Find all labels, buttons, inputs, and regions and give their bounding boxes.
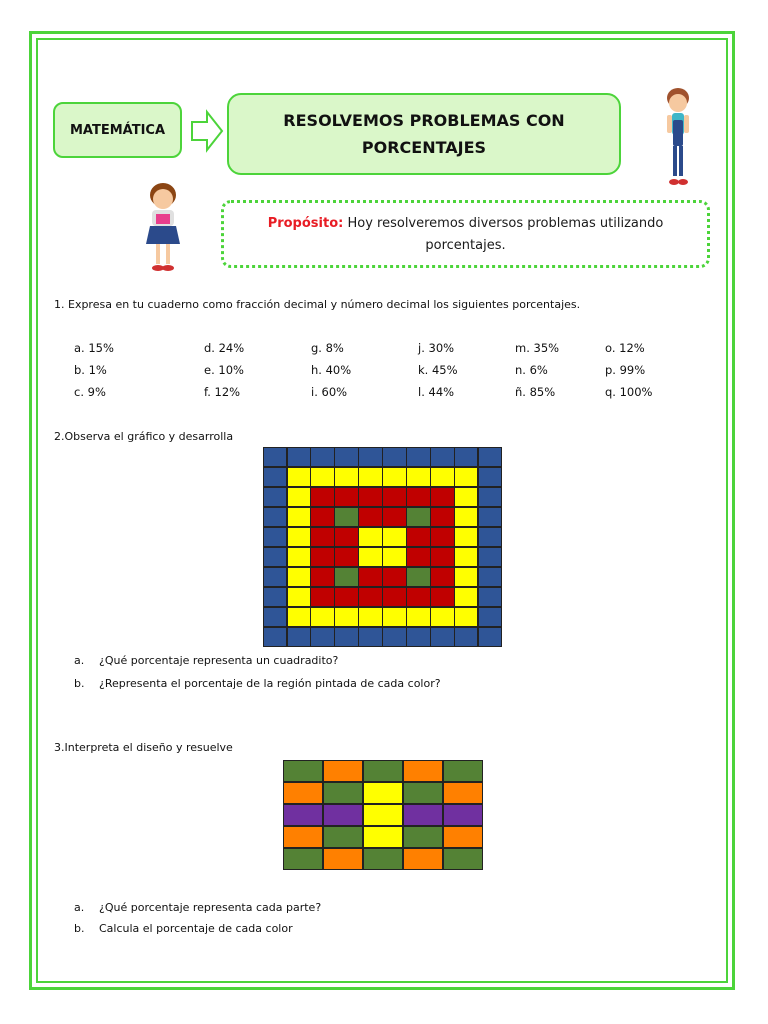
grid-cell	[444, 761, 483, 782]
grid-cell	[284, 827, 323, 848]
grid-cell	[444, 849, 483, 870]
grid-cell	[479, 448, 502, 467]
grid-cell	[455, 628, 478, 647]
grid-cell	[324, 827, 363, 848]
grid-cell	[479, 528, 502, 547]
pct-item: n. 6%	[515, 363, 548, 377]
grid-cell	[383, 548, 406, 567]
pct-item: q. 100%	[605, 385, 653, 399]
grid-cell	[407, 488, 430, 507]
grid-cell	[288, 508, 311, 527]
sub-a-text: ¿Qué porcentaje representa cada parte?	[99, 901, 322, 914]
grid-cell	[407, 588, 430, 607]
grid-cell	[479, 468, 502, 487]
sub-a-label: a.	[74, 901, 85, 914]
grid-cell	[431, 468, 454, 487]
grid-cell	[364, 761, 403, 782]
grid-cell	[264, 548, 287, 567]
grid-cell	[335, 588, 358, 607]
grid-cell	[404, 783, 443, 804]
grid-cell	[311, 588, 334, 607]
grid-cell	[311, 608, 334, 627]
pct-item: e. 10%	[204, 363, 244, 377]
pct-item: g. 8%	[311, 341, 344, 355]
grid-cell	[383, 628, 406, 647]
grid-cell	[404, 805, 443, 826]
grid-cell	[404, 849, 443, 870]
grid-cell	[284, 805, 323, 826]
boy-illustration	[656, 86, 700, 190]
pct-item: d. 24%	[204, 341, 245, 355]
grid-cell	[264, 528, 287, 547]
grid-cell	[444, 827, 483, 848]
grid-cell	[359, 488, 382, 507]
grid-cell	[335, 488, 358, 507]
grid-cell	[455, 548, 478, 567]
grid-cell	[455, 568, 478, 587]
grid-cell	[479, 628, 502, 647]
grid-cell	[288, 608, 311, 627]
pct-item: p. 99%	[605, 363, 646, 377]
sub-b-label: b.	[74, 922, 85, 935]
grid-cell	[455, 588, 478, 607]
question-2-sub-a	[74, 654, 338, 667]
grid-cell	[284, 761, 323, 782]
grid-cell	[455, 468, 478, 487]
grid-cell	[311, 628, 334, 647]
grid-cell	[311, 508, 334, 527]
grid-cell	[479, 568, 502, 587]
grid-cell	[335, 468, 358, 487]
grid-cell	[264, 628, 287, 647]
grid-cell	[444, 805, 483, 826]
grid-cell	[431, 608, 454, 627]
grid-cell	[383, 528, 406, 547]
sub-a-text: ¿Qué porcentaje representa un cuadradito?	[99, 654, 339, 667]
grid-cell	[288, 568, 311, 587]
grid-cell	[444, 783, 483, 804]
question-2-prompt: 2.Observa el gráfico y desarrolla	[54, 430, 234, 443]
question-2-sub-b	[74, 677, 441, 690]
grid-cell	[284, 783, 323, 804]
grid-cell	[264, 468, 287, 487]
grid-cell	[407, 468, 430, 487]
grid-cell	[359, 448, 382, 467]
grid-cell	[288, 548, 311, 567]
grid-cell	[404, 827, 443, 848]
grid-cell	[288, 588, 311, 607]
grid-cell	[431, 548, 454, 567]
grid-cell	[264, 568, 287, 587]
grid-cell	[335, 548, 358, 567]
grid-cell	[324, 761, 363, 782]
grid-cell	[335, 608, 358, 627]
pct-item: m. 35%	[515, 341, 560, 355]
question-3-prompt: 3.Interpreta el diseño y resuelve	[54, 741, 233, 754]
purpose-text-line-2: porcentajes.	[425, 238, 506, 253]
girl-illustration	[138, 180, 188, 276]
subject-label: MATEMÁTICA	[53, 102, 182, 158]
arrow-right-icon	[190, 109, 224, 153]
grid-cell	[383, 568, 406, 587]
grid-cell	[431, 568, 454, 587]
grid-cell	[479, 608, 502, 627]
grid-cell	[324, 805, 363, 826]
pct-item: i. 60%	[311, 385, 348, 399]
pct-item: b. 1%	[74, 363, 107, 377]
question-1-prompt: 1. Expresa en tu cuaderno como fracción decimal y número decimal los siguientes porcentajes.	[54, 298, 581, 311]
grid-cell	[431, 508, 454, 527]
color-grid-square	[263, 447, 502, 647]
grid-cell	[407, 628, 430, 647]
pct-item: o. 12%	[605, 341, 645, 355]
grid-cell	[288, 488, 311, 507]
grid-cell	[284, 849, 323, 870]
grid-cell	[324, 849, 363, 870]
color-grid-design	[283, 760, 483, 870]
grid-cell	[264, 448, 287, 467]
grid-cell	[335, 628, 358, 647]
grid-cell	[359, 528, 382, 547]
grid-cell	[455, 608, 478, 627]
grid-cell	[455, 488, 478, 507]
grid-cell	[264, 588, 287, 607]
grid-cell	[407, 548, 430, 567]
purpose-box	[221, 200, 710, 268]
grid-cell	[264, 608, 287, 627]
grid-cell	[383, 608, 406, 627]
grid-cell	[359, 608, 382, 627]
grid-cell	[311, 488, 334, 507]
grid-cell	[407, 448, 430, 467]
grid-cell	[359, 568, 382, 587]
grid-cell	[311, 548, 334, 567]
grid-cell	[383, 488, 406, 507]
purpose-text-line-1: Hoy resolveremos diversos problemas utilizando	[347, 216, 664, 231]
grid-cell	[455, 528, 478, 547]
grid-cell	[455, 448, 478, 467]
grid-cell	[383, 588, 406, 607]
grid-cell	[455, 508, 478, 527]
grid-cell	[479, 588, 502, 607]
grid-cell	[383, 468, 406, 487]
pct-item: k. 45%	[418, 363, 458, 377]
grid-cell	[311, 448, 334, 467]
sub-b-text: Calcula el porcentaje de cada color	[99, 922, 293, 935]
grid-cell	[383, 508, 406, 527]
grid-cell	[407, 528, 430, 547]
grid-cell	[383, 448, 406, 467]
grid-cell	[311, 528, 334, 547]
grid-cell	[311, 568, 334, 587]
pct-item: l. 44%	[418, 385, 455, 399]
grid-cell	[407, 608, 430, 627]
title-line-2: PORCENTAJES	[361, 138, 487, 157]
grid-cell	[431, 488, 454, 507]
grid-cell	[335, 568, 358, 587]
question-3-sub-b	[74, 922, 293, 935]
page-title	[227, 93, 621, 175]
grid-cell	[288, 628, 311, 647]
sub-b-label: b.	[74, 677, 85, 690]
grid-cell	[479, 548, 502, 567]
grid-cell	[407, 568, 430, 587]
pct-item: h. 40%	[311, 363, 352, 377]
grid-cell	[359, 628, 382, 647]
grid-cell	[359, 468, 382, 487]
grid-cell	[324, 783, 363, 804]
grid-cell	[311, 468, 334, 487]
grid-cell	[431, 528, 454, 547]
grid-cell	[431, 448, 454, 467]
question-3-sub-a	[74, 901, 321, 914]
grid-cell	[335, 448, 358, 467]
grid-cell	[335, 508, 358, 527]
pct-item: a. 15%	[74, 341, 114, 355]
grid-cell	[407, 508, 430, 527]
pct-item: f. 12%	[204, 385, 241, 399]
grid-cell	[431, 628, 454, 647]
grid-cell	[479, 488, 502, 507]
title-line-1: RESOLVEMOS PROBLEMAS CON	[283, 111, 565, 130]
sub-b-text: ¿Representa el porcentaje de la región pintada de cada color?	[99, 677, 441, 690]
sub-a-label: a.	[74, 654, 85, 667]
pct-item: j. 30%	[418, 341, 455, 355]
grid-cell	[264, 508, 287, 527]
grid-cell	[359, 548, 382, 567]
grid-cell	[288, 528, 311, 547]
grid-cell	[479, 508, 502, 527]
grid-cell	[364, 783, 403, 804]
grid-cell	[359, 508, 382, 527]
grid-cell	[364, 805, 403, 826]
grid-cell	[288, 468, 311, 487]
pct-item: c. 9%	[74, 385, 106, 399]
grid-cell	[264, 488, 287, 507]
grid-cell	[359, 588, 382, 607]
grid-cell	[364, 827, 403, 848]
grid-cell	[431, 588, 454, 607]
grid-cell	[364, 849, 403, 870]
pct-item: ñ. 85%	[515, 385, 556, 399]
grid-cell	[288, 448, 311, 467]
grid-cell	[404, 761, 443, 782]
purpose-label: Propósito:	[267, 216, 344, 231]
grid-cell	[335, 528, 358, 547]
